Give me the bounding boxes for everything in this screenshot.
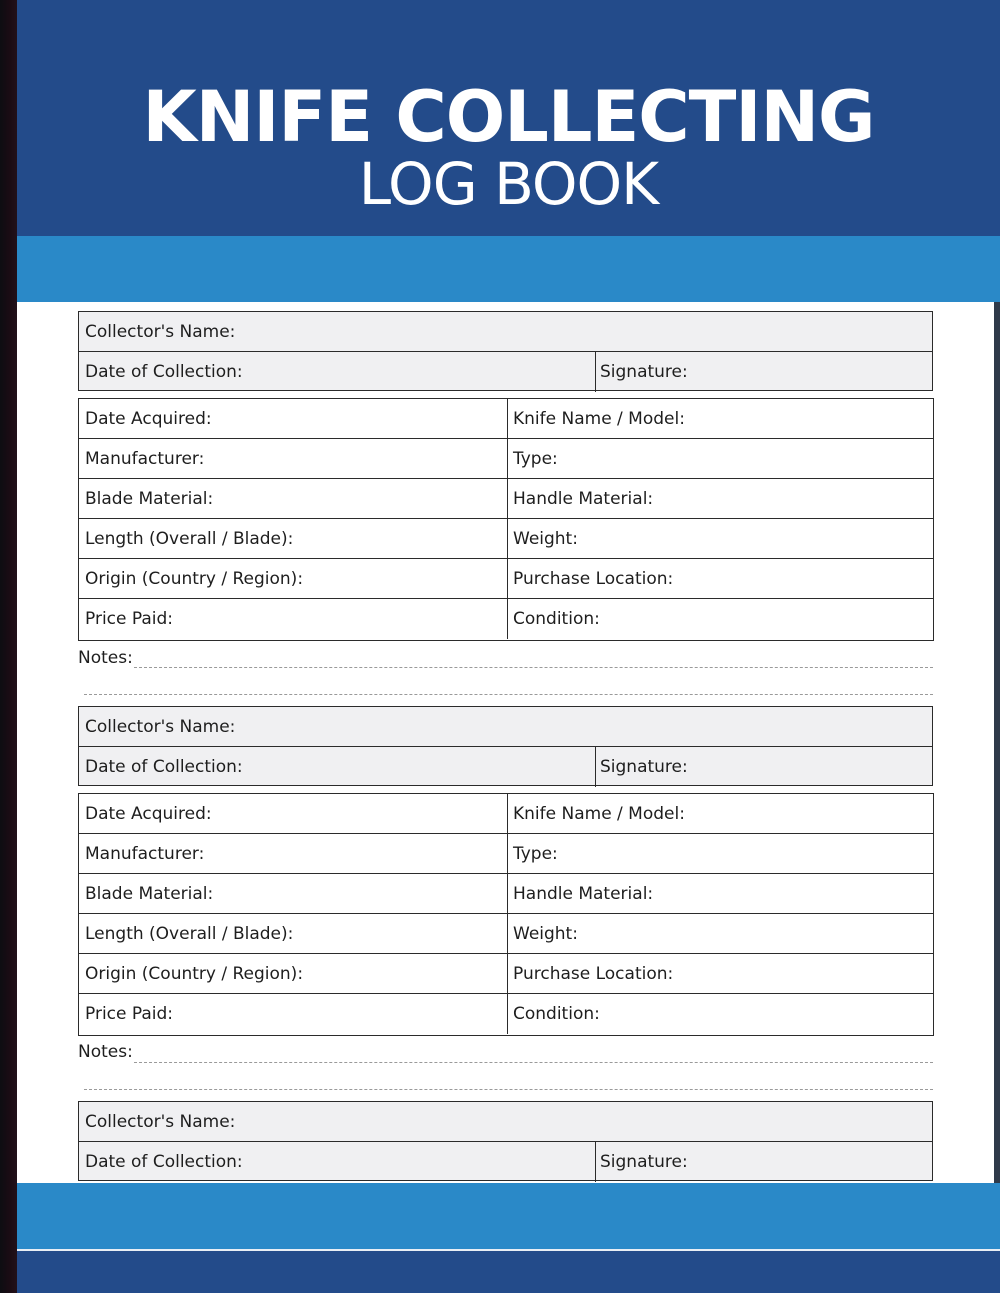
notes-line [84,694,933,695]
length-label: Length (Overall / Blade): [85,529,294,549]
notes-label: Notes: [78,1042,133,1062]
collector-info-box [78,706,933,786]
condition-label: Condition: [513,1004,600,1024]
detail-row [79,914,933,954]
knife-details-table [78,793,934,1036]
collection-date-row [79,747,932,787]
collector-name-row [79,1102,932,1142]
signature-label: Signature: [600,1152,688,1172]
manufacturer-label: Manufacturer: [85,844,205,864]
handle-material-label: Handle Material: [513,489,654,509]
column-divider [595,1142,596,1182]
collector-name-label: Collector's Name: [85,717,236,737]
notes-label: Notes: [78,648,133,668]
blade-material-label: Blade Material: [85,489,214,509]
cover-header [17,0,1000,236]
type-label: Type: [513,449,558,469]
signature-label: Signature: [600,757,688,777]
detail-row [79,399,933,439]
date-of-collection-label: Date of Collection: [85,757,243,777]
detail-row [79,519,933,559]
bottom-accent-band [17,1183,1000,1251]
collector-info-box [78,311,933,391]
knife-name-model-label: Knife Name / Model: [513,409,685,429]
origin-label: Origin (Country / Region): [85,964,304,984]
handle-material-label: Handle Material: [513,884,654,904]
detail-row [79,994,933,1034]
column-divider [595,352,596,392]
date-of-collection-label: Date of Collection: [85,362,243,382]
date-acquired-label: Date Acquired: [85,409,212,429]
purchase-location-label: Purchase Location: [513,569,674,589]
knife-name-model-label: Knife Name / Model: [513,804,685,824]
detail-row [79,479,933,519]
column-divider [595,747,596,787]
collector-name-label: Collector's Name: [85,322,236,342]
collector-info-box [78,1101,933,1181]
purchase-location-label: Purchase Location: [513,964,674,984]
signature-label: Signature: [600,362,688,382]
page-edge [994,302,1000,1184]
weight-label: Weight: [513,529,578,549]
length-label: Length (Overall / Blade): [85,924,294,944]
manufacturer-label: Manufacturer: [85,449,205,469]
price-paid-label: Price Paid: [85,609,174,629]
price-paid-label: Price Paid: [85,1004,174,1024]
book-spine [0,0,17,1293]
cover-footer [17,1251,1000,1293]
title-main: KNIFE COLLECTING [142,76,875,158]
weight-label: Weight: [513,924,578,944]
detail-row [79,439,933,479]
knife-details-table [78,398,934,641]
detail-row [79,874,933,914]
notes-line [134,667,933,668]
top-accent-band [17,236,1000,302]
collection-date-row [79,352,932,392]
collection-date-row [79,1142,932,1182]
detail-row [79,954,933,994]
notes-line [84,1089,933,1090]
collector-name-row [79,312,932,352]
notes-line [134,1062,933,1063]
date-of-collection-label: Date of Collection: [85,1152,243,1172]
type-label: Type: [513,844,558,864]
detail-row [79,599,933,639]
date-acquired-label: Date Acquired: [85,804,212,824]
detail-row [79,794,933,834]
origin-label: Origin (Country / Region): [85,569,304,589]
title-subtitle: LOG BOOK [358,150,659,218]
condition-label: Condition: [513,609,600,629]
collector-name-row [79,707,932,747]
blade-material-label: Blade Material: [85,884,214,904]
detail-row [79,834,933,874]
detail-row [79,559,933,599]
collector-name-label: Collector's Name: [85,1112,236,1132]
